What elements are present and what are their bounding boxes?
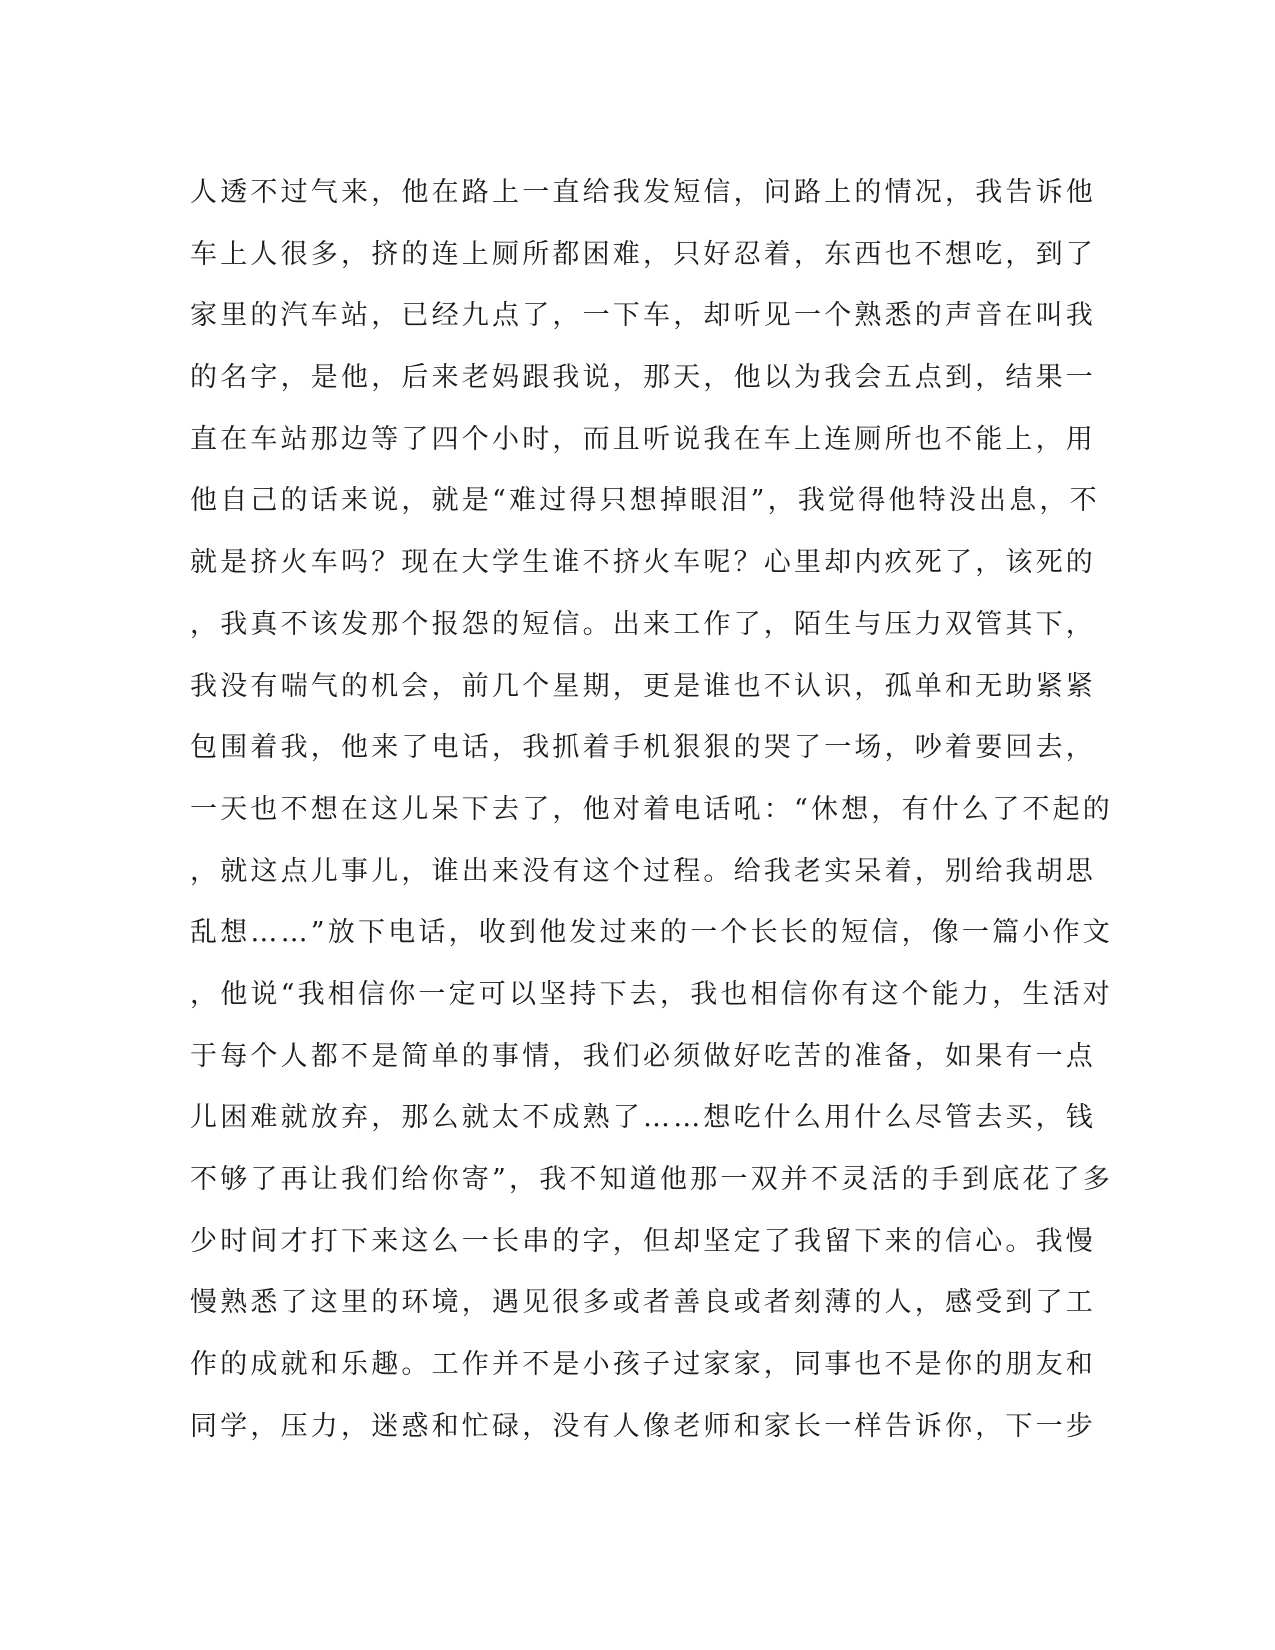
text-line-19: 慢熟悉了这里的环境，遇见很多或者善良或者刻薄的人，感受到了工 bbox=[190, 1287, 1096, 1319]
text-line-10: 包围着我，他来了电话，我抓着手机狠狠的哭了一场，吵着要回去， bbox=[190, 732, 1096, 764]
text-line-9: 我没有喘气的机会，前几个星期，更是谁也不认识，孤单和无助紧紧 bbox=[190, 670, 1096, 702]
text-line-1: 人透不过气来，他在路上一直给我发短信，问路上的情况，我告诉他 bbox=[190, 177, 1096, 208]
text-line-4: 的名字，是他，后来老妈跟我说，那天，他以为我会五点到，结果一 bbox=[190, 362, 1096, 394]
text-line-13: 乱想……”放下电话，收到他发过来的一个长长的短信，像一篇小作文 bbox=[190, 917, 1114, 949]
text-line-8: ，我真不该发那个报怨的短信。出来工作了，陌生与压力双管其下， bbox=[190, 608, 1096, 640]
text-line-20: 作的成就和乐趣。工作并不是小孩子过家家，同事也不是你的朋友和 bbox=[190, 1349, 1096, 1381]
text-line-11: 一天也不想在这儿呆下去了，他对着电话吼：“休想，有什么了不起的 bbox=[190, 793, 1114, 825]
text-line-2: 车上人很多，挤的连上厕所都困难，只好忍着，东西也不想吃，到了 bbox=[190, 238, 1096, 270]
text-line-3: 家里的汽车站，已经九点了，一下车，却听见一个熟悉的声音在叫我 bbox=[190, 300, 1096, 332]
text-line-7: 就是挤火车吗？现在大学生谁不挤火车呢？心里却内疚死了，该死的 bbox=[190, 547, 1096, 579]
text-line-16: 儿困难就放弃，那么就太不成熟了……想吃什么用什么尽管去买，钱 bbox=[190, 1102, 1096, 1134]
text-line-12: ，就这点儿事儿，谁出来没有这个过程。给我老实呆着，别给我胡思 bbox=[190, 855, 1096, 887]
text-line-18: 少时间才打下来这么一长串的字，但却坚定了我留下来的信心。我慢 bbox=[190, 1225, 1096, 1257]
text-line-14: ，他说“我相信你一定可以坚持下去，我也相信你有这个能力，生活对 bbox=[190, 978, 1114, 1010]
text-line-15: 于每个人都不是简单的事情，我们必须做好吃苦的准备，如果有一点 bbox=[190, 1040, 1096, 1072]
body-text bbox=[190, 162, 1114, 1457]
text-line-5: 直在车站那边等了四个小时，而且听说我在车上连厕所也不能上，用 bbox=[190, 423, 1096, 455]
text-line-21: 同学，压力，迷惑和忙碌，没有人像老师和家长一样告诉你，下一步 bbox=[190, 1410, 1096, 1442]
text-line-17: 不够了再让我们给你寄”，我不知道他那一双并不灵活的手到底花了多 bbox=[190, 1164, 1114, 1195]
text-line-6: 他自己的话来说，就是“难过得只想掉眼泪”，我觉得他特没出息，不 bbox=[190, 485, 1100, 517]
